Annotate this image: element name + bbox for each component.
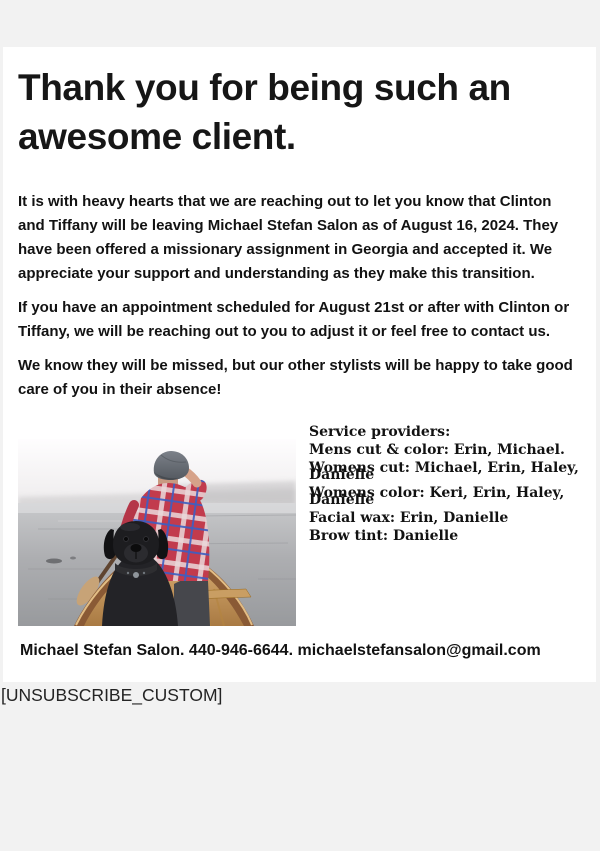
page-title: Thank you for being such an awesome client. — [18, 67, 511, 157]
service-line-womens-color: Womens color: Keri, Erin, Haley, Danielle — [309, 485, 565, 508]
dog-nose — [131, 544, 142, 552]
service-line-brow-tint: Brow tint: Danielle — [309, 528, 459, 544]
service-line-facial-wax: Facial wax: Erin, Danielle — [309, 510, 509, 526]
paragraph-farewell: We know they will be missed, but our other stylists will be happy to take good care of you in their absence! — [18, 357, 573, 398]
canoe-dog-photo — [18, 439, 296, 626]
service-line-womens-cut: Womens cut: Michael, Erin, Haley, Danielle — [309, 460, 579, 483]
unsubscribe-placeholder: [UNSUBSCRIBE_CUSTOM] — [1, 685, 223, 705]
service-providers-list — [309, 426, 581, 626]
email-page — [0, 47, 600, 851]
pants — [174, 578, 210, 626]
photo-services-row — [18, 426, 581, 626]
canoe-dog-photo-illustration — [18, 439, 296, 626]
service-providers-title: Service providers: — [309, 424, 451, 440]
dog-eye-right — [144, 537, 149, 542]
paragraph-announcement: It is with heavy hearts that we are reaching out to let you know that Clinton and Tiffany will be leaving Michael Stefan Salon as of August 16, 2024. They have been offered a missionary assignment in Georgia and accepted it. We appreciate your support and understanding as they make this transition. — [18, 193, 559, 282]
driftwood — [46, 559, 62, 564]
dog-eye-left — [124, 537, 129, 542]
salon-contact-line: Michael Stefan Salon. 440-946-6644. michaelstefansalon@gmail.com — [20, 642, 541, 659]
paragraph-appointments: If you have an appointment scheduled for August 21st or after with Clinton or Tiffany, we will be reaching out to you to adjust it or feel free to contact us. — [18, 299, 570, 340]
service-line-mens-cut-color: Mens cut & color: Erin, Michael. — [309, 442, 565, 458]
collar-tag — [133, 572, 139, 578]
email-body-card — [3, 47, 596, 682]
